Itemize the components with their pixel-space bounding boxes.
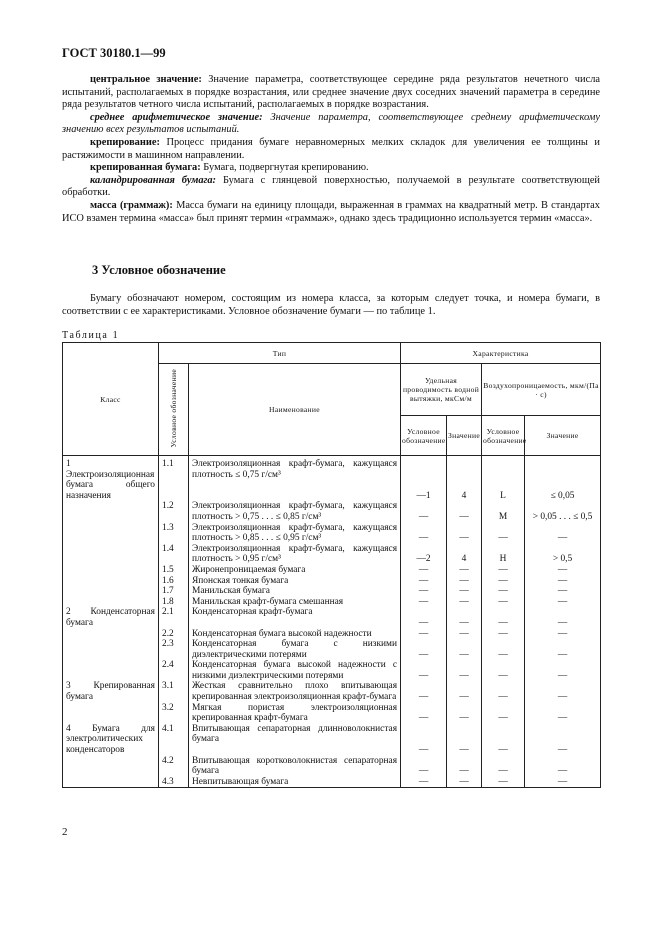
name-cell: Конденсаторная бумага с низкими диэлектрическими потерями bbox=[189, 639, 401, 660]
cond-code-cell: — bbox=[401, 639, 447, 660]
page-number: 2 bbox=[62, 826, 68, 838]
code-cell: 3.2 bbox=[159, 703, 189, 724]
table-row bbox=[63, 523, 601, 544]
header-perm-value: Значение bbox=[525, 416, 601, 456]
name-cell: Жесткая сравнительно плохо впитывающая крепированная электроизоляционная крафт-бумага bbox=[189, 681, 401, 702]
definition-item bbox=[62, 137, 600, 162]
table-row bbox=[63, 756, 601, 777]
code-cell: 2.4 bbox=[159, 660, 189, 681]
cond-value-cell: — bbox=[447, 777, 482, 788]
perm-code-cell: — bbox=[482, 607, 525, 628]
perm-value-cell: ≤ 0,05 bbox=[525, 456, 601, 502]
class-cell bbox=[63, 523, 159, 544]
table-row bbox=[63, 703, 601, 724]
cond-code-cell: — bbox=[401, 724, 447, 756]
code-cell: 1.6 bbox=[159, 576, 189, 587]
class-cell bbox=[63, 629, 159, 640]
table-row bbox=[63, 544, 601, 565]
class-cell: 4 Бумага для электролитических конденсаторов bbox=[63, 724, 159, 756]
code-cell: 1.5 bbox=[159, 565, 189, 576]
designation-table bbox=[62, 342, 601, 788]
perm-code-cell: — bbox=[482, 777, 525, 788]
cond-code-cell: — bbox=[401, 607, 447, 628]
header-code: Условное обозначение bbox=[169, 369, 178, 448]
cond-value-cell: — bbox=[447, 639, 482, 660]
cond-code-cell: — bbox=[401, 777, 447, 788]
section-paragraph: Бумагу обозначают номером, состоящим из номера класса, за которым следует точка, и номера бумаги, в соответствии с ее характеристиками. Условное обозначение бумаги — по таблице 1. bbox=[62, 293, 600, 317]
perm-code-cell: — bbox=[482, 629, 525, 640]
cond-code-cell: — bbox=[401, 523, 447, 544]
cond-code-cell: — bbox=[401, 565, 447, 576]
code-cell: 1.7 bbox=[159, 586, 189, 597]
code-cell: 1.8 bbox=[159, 597, 189, 608]
perm-value-cell: — bbox=[525, 586, 601, 597]
perm-value-cell: > 0,5 bbox=[525, 544, 601, 565]
definition-term: крепированная бумага: bbox=[90, 162, 201, 174]
name-cell: Впитывающая коротковолокнистая сепараторная бумага bbox=[189, 756, 401, 777]
class-cell bbox=[63, 597, 159, 608]
definition-term: среднее арифметическое значение: bbox=[90, 111, 263, 123]
code-cell: 2.1 bbox=[159, 607, 189, 628]
definition-item bbox=[62, 112, 600, 137]
definition-term: крепирование: bbox=[90, 136, 160, 148]
perm-code-cell: — bbox=[482, 703, 525, 724]
table-row bbox=[63, 660, 601, 681]
cond-code-cell: — bbox=[401, 576, 447, 587]
table-row bbox=[63, 576, 601, 587]
definitions-block bbox=[62, 74, 600, 225]
cond-value-cell: — bbox=[447, 756, 482, 777]
name-cell: Японская тонкая бумага bbox=[189, 576, 401, 587]
table-row bbox=[63, 639, 601, 660]
perm-value-cell: — bbox=[525, 607, 601, 628]
cond-code-cell: — bbox=[401, 681, 447, 702]
cond-code-cell: — bbox=[401, 586, 447, 597]
code-cell: 1.2 bbox=[159, 501, 189, 522]
perm-value-cell: — bbox=[525, 703, 601, 724]
perm-code-cell: — bbox=[482, 756, 525, 777]
cond-code-cell: — bbox=[401, 629, 447, 640]
header-code-cell bbox=[159, 364, 189, 456]
name-cell: Впитывающая сепараторная длинноволокнистая бумага bbox=[189, 724, 401, 756]
perm-value-cell: — bbox=[525, 777, 601, 788]
header-cond-value: Значение bbox=[447, 416, 482, 456]
name-cell: Электроизоляционная крафт-бумага, кажущаяся плотность > 0,75 . . . ≤ 0,85 г/см³ bbox=[189, 501, 401, 522]
perm-code-cell: — bbox=[482, 681, 525, 702]
code-cell: 2.3 bbox=[159, 639, 189, 660]
table-row bbox=[63, 597, 601, 608]
header-type: Тип bbox=[159, 343, 401, 364]
cond-value-cell: — bbox=[447, 703, 482, 724]
definition-text: Значение параметра, соответствующее середине ряда результатов нечетного числа испытаний, располагаемых в порядке возрастания, или среднее значение двух соседних значений параметра в середине ряда результатов четного числа испытаний, располагаемых в порядке возрастания. bbox=[62, 74, 600, 111]
header-name: Наименование bbox=[189, 364, 401, 456]
cond-code-cell: — bbox=[401, 660, 447, 681]
name-cell: Манильская бумага bbox=[189, 586, 401, 597]
perm-value-cell: — bbox=[525, 681, 601, 702]
cond-code-cell: — bbox=[401, 501, 447, 522]
code-cell: 2.2 bbox=[159, 629, 189, 640]
code-cell: 1.4 bbox=[159, 544, 189, 565]
definition-text: Бумага, подвергнутая крепированию. bbox=[200, 162, 369, 174]
class-cell: 1 Электроизоляционная бумага общего назначения bbox=[63, 456, 159, 502]
definition-text: Бумага с глянцевой поверхностью, получаемой в результате соответствующей обработки. bbox=[62, 174, 600, 199]
class-cell bbox=[63, 756, 159, 777]
code-cell: 3.1 bbox=[159, 681, 189, 702]
definition-item bbox=[62, 162, 600, 175]
class-cell: 3 Крепированная бумага bbox=[63, 681, 159, 702]
cond-code-cell: — bbox=[401, 703, 447, 724]
table-row bbox=[63, 456, 601, 502]
table-row bbox=[63, 724, 601, 756]
code-cell: 4.2 bbox=[159, 756, 189, 777]
perm-code-cell: — bbox=[482, 639, 525, 660]
name-cell: Жиронепроницаемая бумага bbox=[189, 565, 401, 576]
perm-code-cell: — bbox=[482, 586, 525, 597]
perm-code-cell: M bbox=[482, 501, 525, 522]
perm-code-cell: L bbox=[482, 456, 525, 502]
perm-code-cell: — bbox=[482, 523, 525, 544]
perm-value-cell: — bbox=[525, 639, 601, 660]
class-cell bbox=[63, 639, 159, 660]
cond-value-cell: 4 bbox=[447, 544, 482, 565]
class-cell bbox=[63, 576, 159, 587]
table-caption: Таблица 1 bbox=[62, 330, 120, 341]
header-perm-code: Условное обозначение bbox=[482, 416, 525, 456]
perm-code-cell: — bbox=[482, 565, 525, 576]
table-row bbox=[63, 607, 601, 628]
cond-code-cell: —2 bbox=[401, 544, 447, 565]
perm-code-cell: — bbox=[482, 597, 525, 608]
class-cell bbox=[63, 777, 159, 788]
perm-value-cell: — bbox=[525, 756, 601, 777]
definition-text: Значение параметра, соответствующее среднему арифметическому значению всех результатов испытаний. bbox=[62, 111, 600, 136]
definition-item bbox=[62, 200, 600, 225]
definition-text: Масса бумаги на единицу площади, выраженная в граммах на квадратный метр. В стандартах ИСО взамен термина «масса» был принят термин «граммаж», однако здесь традиционно используется термин «масса». bbox=[62, 199, 600, 224]
document-code: ГОСТ 30180.1—99 bbox=[62, 46, 166, 60]
header-permeability: Воздухопроницаемость, мкм/(Па · с) bbox=[482, 364, 601, 416]
cond-value-cell: — bbox=[447, 629, 482, 640]
name-cell: Электроизоляционная крафт-бумага, кажущаяся плотность > 0,95 г/см³ bbox=[189, 544, 401, 565]
definition-item bbox=[62, 175, 600, 200]
header-characteristic: Характеристика bbox=[401, 343, 601, 364]
perm-value-cell: — bbox=[525, 597, 601, 608]
definition-item bbox=[62, 74, 600, 112]
class-cell bbox=[63, 544, 159, 565]
cond-code-cell: — bbox=[401, 597, 447, 608]
definition-term: каландрированная бумага: bbox=[90, 174, 217, 186]
definition-text: Процесс придания бумаге неравномерных мелких складок для увеличения ее толщины и растяжимости в машинном направлении. bbox=[62, 136, 600, 161]
header-cond-code: Условное обозначение bbox=[401, 416, 447, 456]
name-cell: Манильская крафт-бумага смешанная bbox=[189, 597, 401, 608]
definition-term: центральное значение: bbox=[90, 74, 202, 85]
table-body bbox=[63, 456, 601, 788]
table-row bbox=[63, 565, 601, 576]
cond-value-cell: 4 bbox=[447, 456, 482, 502]
table-row bbox=[63, 681, 601, 702]
code-cell: 4.3 bbox=[159, 777, 189, 788]
code-cell: 4.1 bbox=[159, 724, 189, 756]
perm-value-cell: — bbox=[525, 576, 601, 587]
cond-code-cell: — bbox=[401, 756, 447, 777]
cond-value-cell: — bbox=[447, 586, 482, 597]
name-cell: Конденсаторная бумага высокой надежности bbox=[189, 629, 401, 640]
cond-value-cell: — bbox=[447, 660, 482, 681]
name-cell: Конденсаторная бумага высокой надежности с низкими диэлектрическими потерями bbox=[189, 660, 401, 681]
cond-value-cell: — bbox=[447, 681, 482, 702]
header-class: Класс bbox=[63, 343, 159, 456]
cond-value-cell: — bbox=[447, 501, 482, 522]
perm-value-cell: > 0,05 . . . ≤ 0,5 bbox=[525, 501, 601, 522]
name-cell: Электроизоляционная крафт-бумага, кажущаяся плотность > 0,85 . . . ≤ 0,95 г/см³ bbox=[189, 523, 401, 544]
perm-value-cell: — bbox=[525, 629, 601, 640]
perm-value-cell: — bbox=[525, 565, 601, 576]
perm-value-cell: — bbox=[525, 724, 601, 756]
code-cell: 1.1 bbox=[159, 456, 189, 502]
perm-code-cell: H bbox=[482, 544, 525, 565]
name-cell: Электроизоляционная крафт-бумага, кажущаяся плотность ≤ 0,75 г/см³ bbox=[189, 456, 401, 502]
table-row bbox=[63, 586, 601, 597]
class-cell bbox=[63, 565, 159, 576]
perm-code-cell: — bbox=[482, 724, 525, 756]
cond-value-cell: — bbox=[447, 597, 482, 608]
table-row bbox=[63, 501, 601, 522]
perm-value-cell: — bbox=[525, 660, 601, 681]
cond-value-cell: — bbox=[447, 565, 482, 576]
class-cell bbox=[63, 586, 159, 597]
class-cell: 2 Конденсаторная бумага bbox=[63, 607, 159, 628]
perm-code-cell: — bbox=[482, 660, 525, 681]
perm-value-cell: — bbox=[525, 523, 601, 544]
cond-value-cell: — bbox=[447, 523, 482, 544]
name-cell: Конденсаторная крафт-бумага bbox=[189, 607, 401, 628]
section-title: 3 Условное обозначение bbox=[92, 263, 226, 277]
cond-value-cell: — bbox=[447, 607, 482, 628]
definition-term: масса (граммаж): bbox=[90, 199, 173, 211]
name-cell: Мягкая пористая электроизоляционная крепированная крафт-бумага bbox=[189, 703, 401, 724]
perm-code-cell: — bbox=[482, 576, 525, 587]
class-cell bbox=[63, 501, 159, 522]
table-row bbox=[63, 777, 601, 788]
class-cell bbox=[63, 660, 159, 681]
header-conductivity: Удельная проводимость водной вытяжки, мкСм/м bbox=[401, 364, 482, 416]
name-cell: Невпитывающая бумага bbox=[189, 777, 401, 788]
code-cell: 1.3 bbox=[159, 523, 189, 544]
table-row bbox=[63, 629, 601, 640]
cond-code-cell: —1 bbox=[401, 456, 447, 502]
cond-value-cell: — bbox=[447, 724, 482, 756]
class-cell bbox=[63, 703, 159, 724]
cond-value-cell: — bbox=[447, 576, 482, 587]
